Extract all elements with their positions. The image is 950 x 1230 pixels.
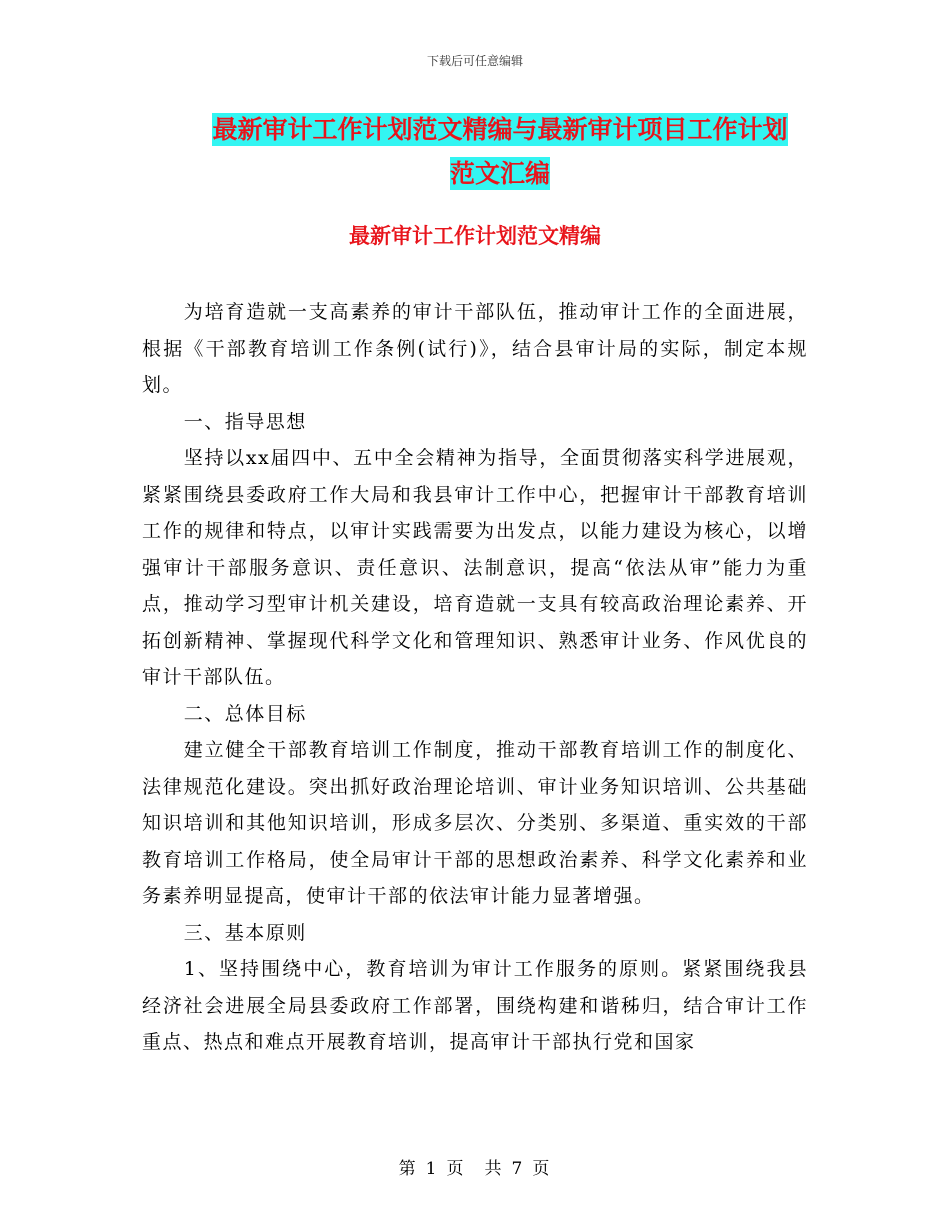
guiding-ideology-paragraph: 坚持以xx届四中、五中全会精神为指导，全面贯彻落实科学进展观，紧紧围绕县委政府工作大局和我县审计工作中心，把握审计干部教育培训工作的规律和特点，以审计实践需要为出发点，以能力建设为核心，以增强审计干部服务意识、责任意识、法制意识，提高“依法从审”能力为重点，推动学习型审计机关建设，培育造就一支具有较高政治理论素养、开拓创新精神、掌握现代科学文化和管理知识、熟悉审计业务、作风优良的审计干部队伍。 [142,447,808,688]
heading-guiding-ideology: 一、指导思想 [183,410,307,433]
main-title [190,108,810,196]
intro-paragraph: 为培育造就一支高素养的审计干部队伍，推动审计工作的全面进展，根据《干部教育培训工作条例(试行)》，结合县审计局的实际，制定本规划。 [142,301,808,396]
heading-overall-goal: 二、总体目标 [183,702,307,725]
heading-basic-principles: 三、基本原则 [183,921,307,944]
section-title: 最新审计工作计划范文精编 [349,224,601,248]
main-title-line-2: 范文汇编 [449,159,550,188]
page-footer [0,1154,950,1179]
footer-prefix: 第 [398,1159,418,1179]
body-text [142,294,808,1061]
footer-total-pages: 7 [511,1159,525,1179]
main-title-line-1: 最新审计工作计划范文精编与最新审计项目工作计划 [212,115,788,144]
footer-suffix: 页 [532,1159,552,1179]
footer-middle: 页 共 [446,1159,504,1179]
footer-page-number: 1 [425,1159,439,1179]
principle-1-paragraph: 1、坚持围绕中心，教育培训为审计工作服务的原则。紧紧围绕我县经济社会进展全局县委政府工作部署，围绕构建和谐秭归，结合审计工作重点、热点和难点开展教育培训，提高审计干部执行党和国家 [142,958,808,1053]
header-note: 下载后可任意编辑 [426,54,523,68]
overall-goal-paragraph: 建立健全干部教育培训工作制度，推动干部教育培训工作的制度化、法律规范化建设。突出抓好政治理论培训、审计业务知识培训、公共基础知识培训和其他知识培训，形成多层次、分类别、多渠道、重实效的干部教育培训工作格局，使全局审计干部的思想政治素养、科学文化素养和业务素养明显提高，使审计干部的依法审计能力显著增强。 [142,739,808,907]
